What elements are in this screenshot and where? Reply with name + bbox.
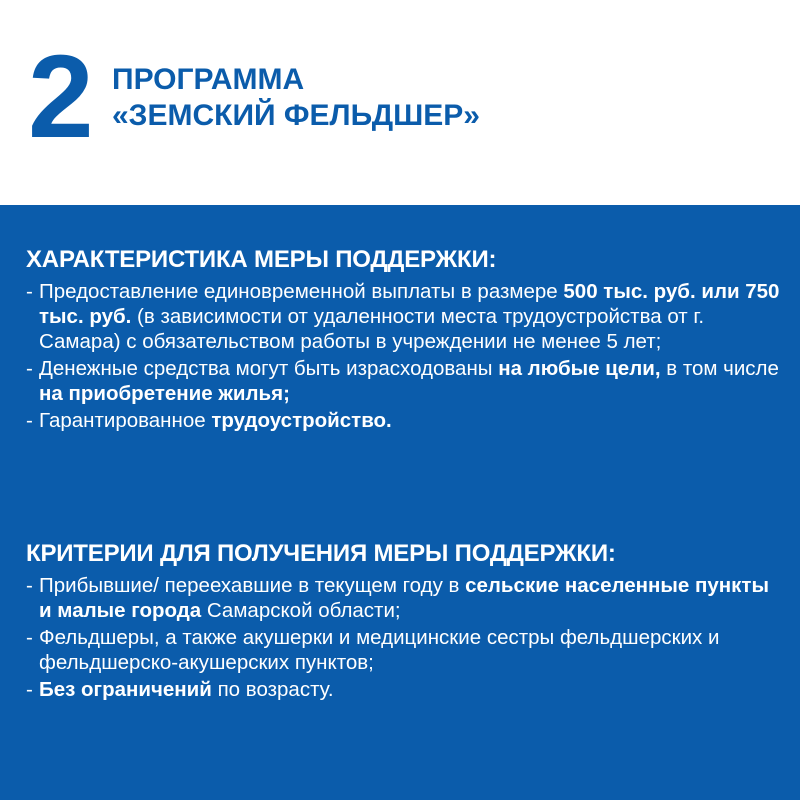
support-criteria-list	[26, 573, 786, 702]
bold-text: Без ограничений	[39, 678, 212, 701]
text: Самарской области;	[201, 599, 401, 622]
text: Денежные средства могут быть израсходованы	[39, 357, 499, 380]
list-item	[26, 573, 786, 623]
list-item	[26, 625, 786, 675]
text: по возрасту.	[211, 678, 334, 701]
text: (в зависимости от удаленности места трудоустройства от г. Самара) с обязательством работы в учреждении не менее 5 лет;	[39, 305, 705, 353]
bullet-dash: -	[26, 280, 33, 303]
program-number: 2	[28, 31, 92, 163]
list-item	[26, 408, 786, 433]
program-title	[112, 62, 480, 134]
bold-text: трудоустройство.	[211, 409, 392, 432]
program-title-line2: «ЗЕМСКИЙ ФЕЛЬДШЕР»	[112, 99, 480, 132]
bullet-dash: -	[26, 678, 33, 701]
text: Гарантированное	[39, 409, 212, 432]
bullet-dash: -	[26, 574, 33, 597]
bold-text: 500 тыс. руб. или 750 тыс. руб.	[39, 280, 780, 328]
content-panel	[0, 205, 800, 800]
text: Прибывшие/ переехавшие в текущем году в	[39, 574, 466, 597]
bullet-dash: -	[26, 357, 33, 380]
list-item	[26, 677, 786, 702]
bold-text: на приобретение жилья;	[39, 382, 290, 405]
section-heading: КРИТЕРИИ ДЛЯ ПОЛУЧЕНИЯ МЕРЫ ПОДДЕРЖКИ:	[26, 540, 616, 567]
text: Предоставление единовременной выплаты в размере	[39, 280, 564, 303]
support-characteristics-list	[26, 279, 786, 433]
section-heading: ХАРАКТЕРИСТИКА МЕРЫ ПОДДЕРЖКИ:	[26, 246, 497, 273]
bold-text: сельские населенные пункты и малые города	[39, 574, 769, 622]
bullet-dash: -	[26, 626, 33, 649]
program-title-line1: ПРОГРАММА	[112, 63, 305, 96]
list-item	[26, 279, 786, 354]
header	[0, 0, 800, 205]
text: в том числе	[660, 357, 779, 380]
text: Фельдшеры, а также акушерки и медицинские сестры фельдшерских и фельдшерско-акушерских пунктов;	[39, 626, 720, 674]
support-characteristics-section	[26, 245, 786, 435]
bold-text: на любые цели,	[498, 357, 661, 380]
list-item	[26, 356, 786, 406]
bullet-dash: -	[26, 409, 33, 432]
support-criteria-section	[26, 539, 786, 704]
